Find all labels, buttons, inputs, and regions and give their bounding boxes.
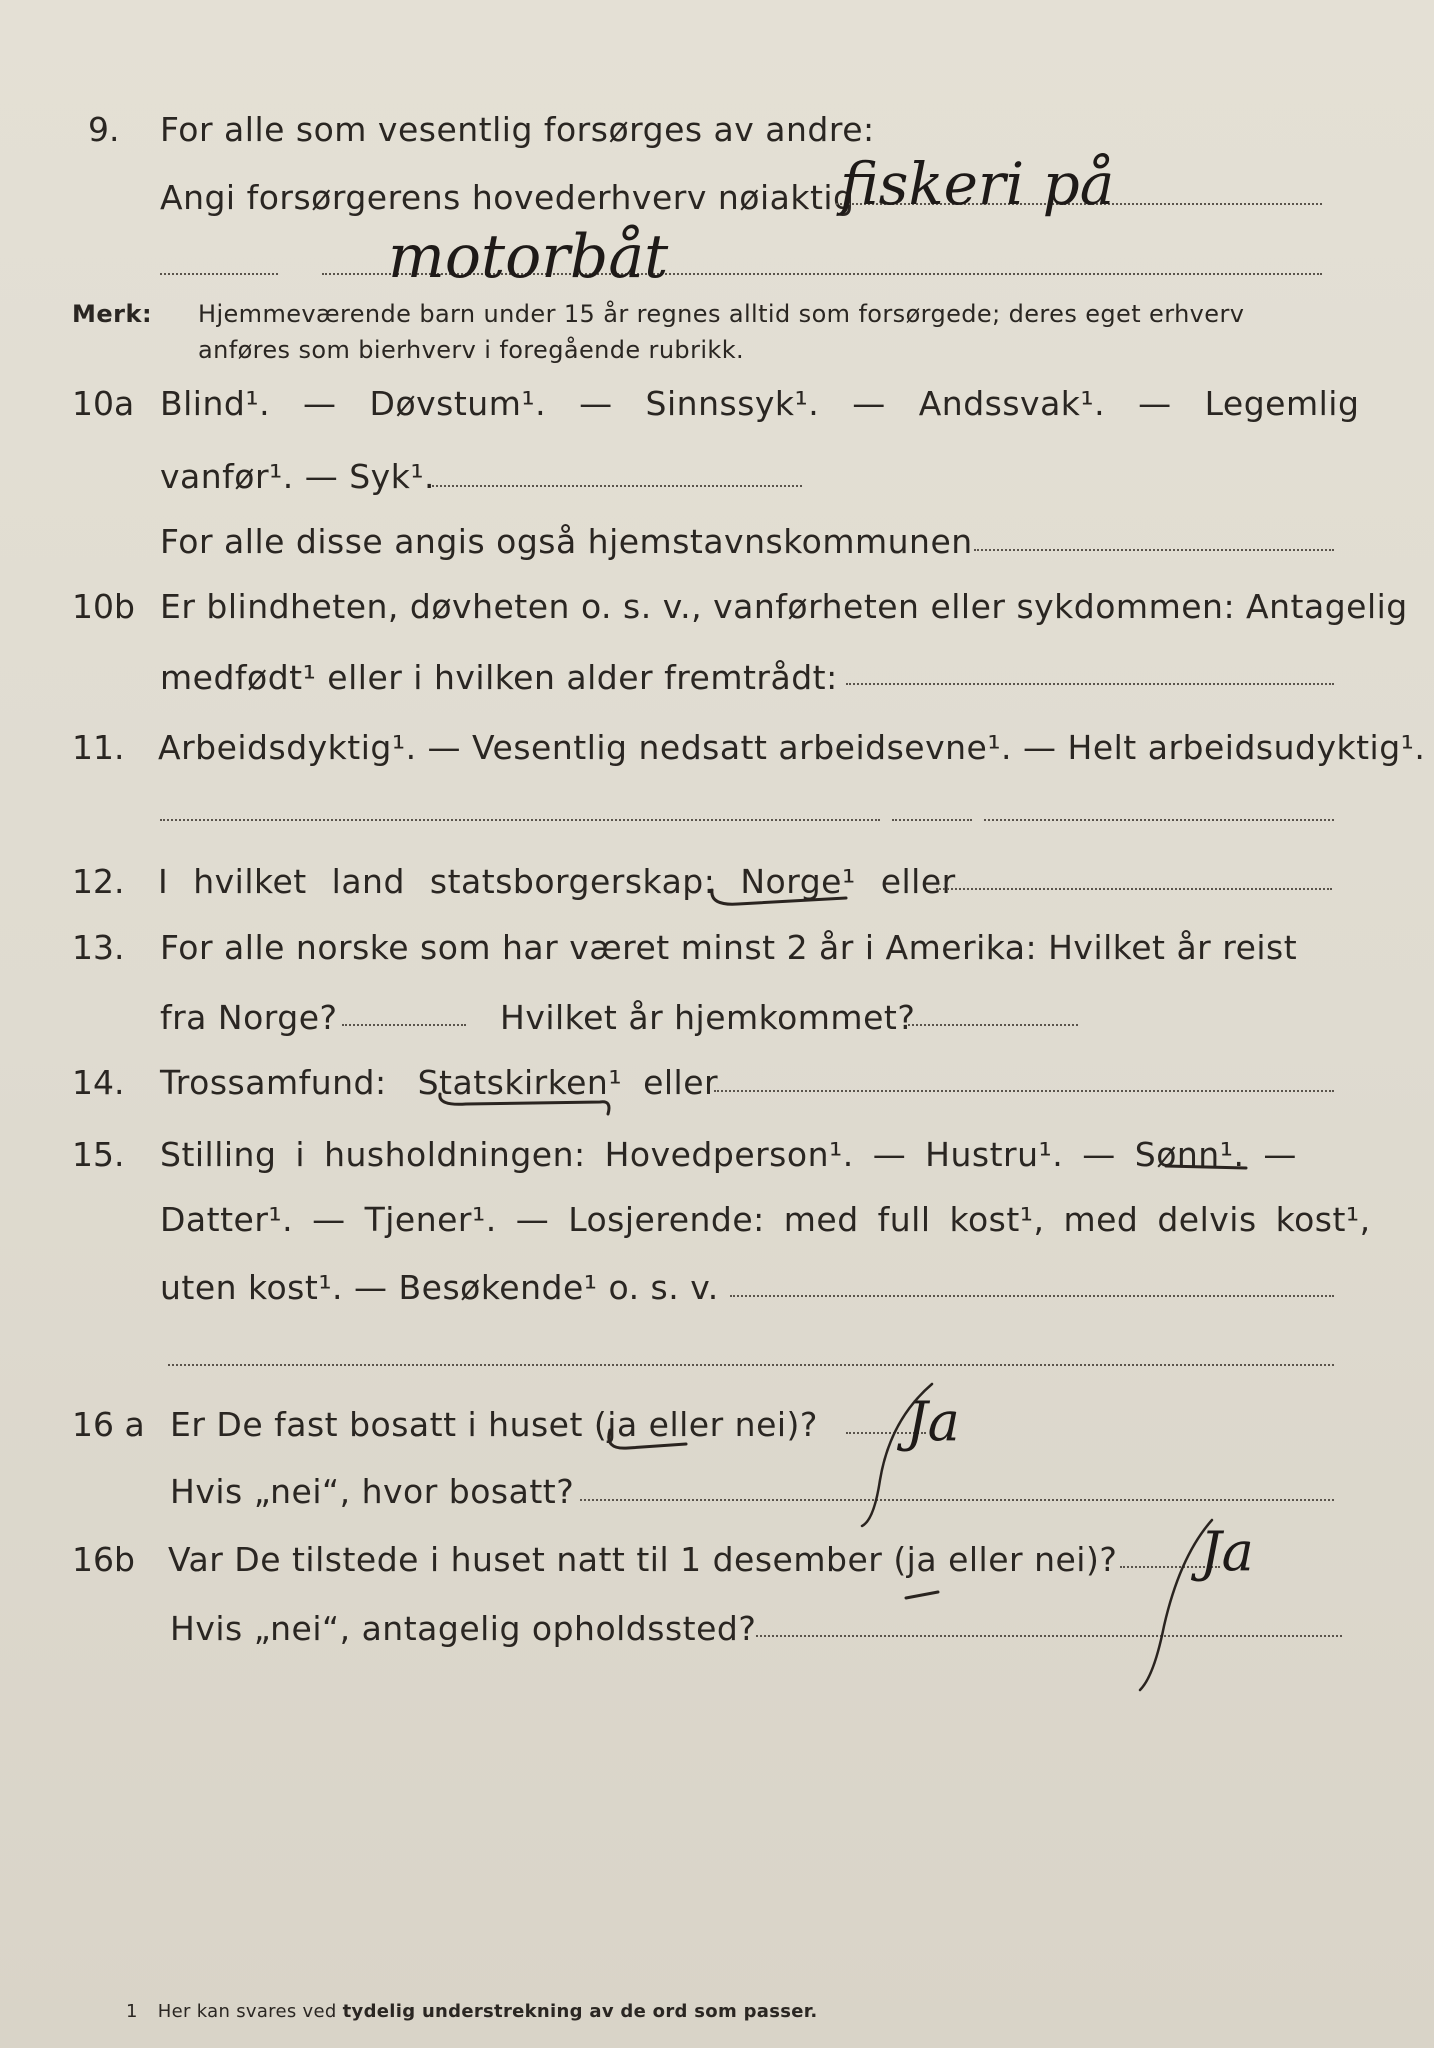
q10b-number: 10b xyxy=(72,587,135,626)
q14-text-b: eller xyxy=(643,1063,719,1102)
q12-answer-line xyxy=(936,888,1332,890)
q15-line2: Datter¹. — Tjener¹. — Losjerende: med full kost¹, med delvis kost¹, xyxy=(160,1200,1371,1239)
q16b-underline-mark xyxy=(904,1586,944,1606)
merk-line1: Hjemmeværende barn under 15 år regnes alltid som forsørgede; deres eget erhverv xyxy=(198,300,1245,328)
q15-answer-line2 xyxy=(168,1364,1334,1366)
q16a-number: 16 a xyxy=(72,1405,145,1444)
q10a-line3: For alle disse angis også hjemstavnskommunen xyxy=(160,522,973,561)
q10b-answer-line xyxy=(846,683,1334,685)
q10a-line2: vanfør¹. — Syk¹. xyxy=(160,457,436,496)
footnote-text-plain: Her kan svares ved xyxy=(157,2001,337,2022)
q13-line1: For alle norske som har været minst 2 år i Amerika: Hvilket år reist xyxy=(160,928,1298,967)
q15-line1 xyxy=(160,1135,1297,1175)
q13-line2b: Hvilket år hjemkommet? xyxy=(500,998,916,1037)
footnote-text-bold: tydelig understrekning av de ord som passer. xyxy=(342,2001,818,2022)
footnote-mark: 1 xyxy=(126,2001,138,2022)
q9-handwritten-answer2: motorbåt xyxy=(388,222,669,292)
q16b-handwritten-answer: Ja xyxy=(1200,1520,1254,1583)
q13-line2a: fra Norge? xyxy=(160,998,338,1037)
merk-line2: anføres som bierhverv i foregående rubrikk. xyxy=(198,336,745,364)
q14-number: 14. xyxy=(72,1063,125,1102)
q11-answer-line2 xyxy=(892,819,972,821)
q10b-line1: Er blindheten, døvheten o. s. v., vanførheten eller sykdommen: Antagelig xyxy=(160,587,1408,626)
q9-handwritten-answer1: fiskeri på xyxy=(840,150,1115,218)
q16a-line1 xyxy=(170,1405,818,1445)
q16a-text-a: Er De fast bosatt i huset ( xyxy=(170,1405,608,1444)
q15-text-b: . — xyxy=(1233,1135,1297,1174)
q16b-answer-line2 xyxy=(756,1635,1342,1637)
q11-answer-line3 xyxy=(984,819,1334,821)
q9-line1: For alle som vesentlig forsørges av andre: xyxy=(160,110,875,149)
q10a-number: 10a xyxy=(72,384,135,423)
q16a-line2: Hvis „nei“, hvor bosatt? xyxy=(170,1472,575,1511)
q10a-answer-line2 xyxy=(974,549,1334,551)
q16a-underline-mark xyxy=(604,1428,694,1458)
q14-underlined-option: Statskirken¹ xyxy=(417,1063,623,1102)
q15-line3: uten kost¹. — Besøkende¹ o. s. v. xyxy=(160,1268,719,1307)
q16a-handwritten-stroke xyxy=(850,1380,940,1530)
footnote xyxy=(126,1992,818,2032)
q13-answer-line1 xyxy=(342,1024,466,1026)
q15-text-a: Stilling i husholdningen: Hovedperson¹. — Hustru¹. — xyxy=(160,1135,1116,1174)
q16a-answer-line2 xyxy=(580,1499,1334,1501)
q9-line2: Angi forsørgerens hovederhverv nøiaktig xyxy=(160,178,855,217)
q16b-line2: Hvis „nei“, antagelig opholdssted? xyxy=(170,1609,757,1648)
q15-number: 15. xyxy=(72,1135,125,1174)
q13-number: 13. xyxy=(72,928,125,967)
q14-text-a: Trossamfund: xyxy=(160,1063,387,1102)
q16b-line1: Var De tilstede i huset natt til 1 desember (ja eller nei)? xyxy=(168,1540,1118,1579)
q10b-line2: medfødt¹ eller i hvilken alder fremtrådt: xyxy=(160,658,838,697)
q16b-handwritten-stroke xyxy=(1120,1516,1220,1696)
q15-answer-line1 xyxy=(730,1295,1334,1297)
q11-answer-line1 xyxy=(160,819,880,821)
merk-label: Merk: xyxy=(72,300,153,328)
q16a-underlined-option: ja el xyxy=(607,1405,680,1444)
q16a-handwritten-answer: Ja xyxy=(906,1390,960,1453)
q12-underlined-option: Norge¹ xyxy=(740,862,856,901)
q16a-text-b: ler nei)? xyxy=(679,1405,818,1444)
q12-number: 12. xyxy=(72,862,125,901)
q16b-number: 16b xyxy=(72,1540,135,1579)
q12-underline-mark xyxy=(708,884,858,914)
q15-underline-mark xyxy=(1164,1160,1254,1176)
q9-answer-line2a xyxy=(160,273,278,275)
q15-underlined-option: Sønn¹ xyxy=(1134,1135,1234,1174)
q11-line1: Arbeidsdyktig¹. — Vesentlig nedsatt arbeidsevne¹. — Helt arbeidsudyktig¹. xyxy=(158,728,1426,767)
q10a-answer-line1 xyxy=(432,485,802,487)
q12-text-a: I hvilket land statsborgerskap: xyxy=(158,862,716,901)
q11-number: 11. xyxy=(72,728,125,767)
q13-answer-line2 xyxy=(908,1024,1078,1026)
q14-underline-mark xyxy=(436,1088,616,1118)
q9-number: 9. xyxy=(88,110,120,149)
q12-text-b: eller xyxy=(880,862,956,901)
q14-answer-line xyxy=(714,1090,1334,1092)
q10a-line1: Blind¹. — Døvstum¹. — Sinnssyk¹. — Andssvak¹. — Legemlig xyxy=(160,384,1360,423)
